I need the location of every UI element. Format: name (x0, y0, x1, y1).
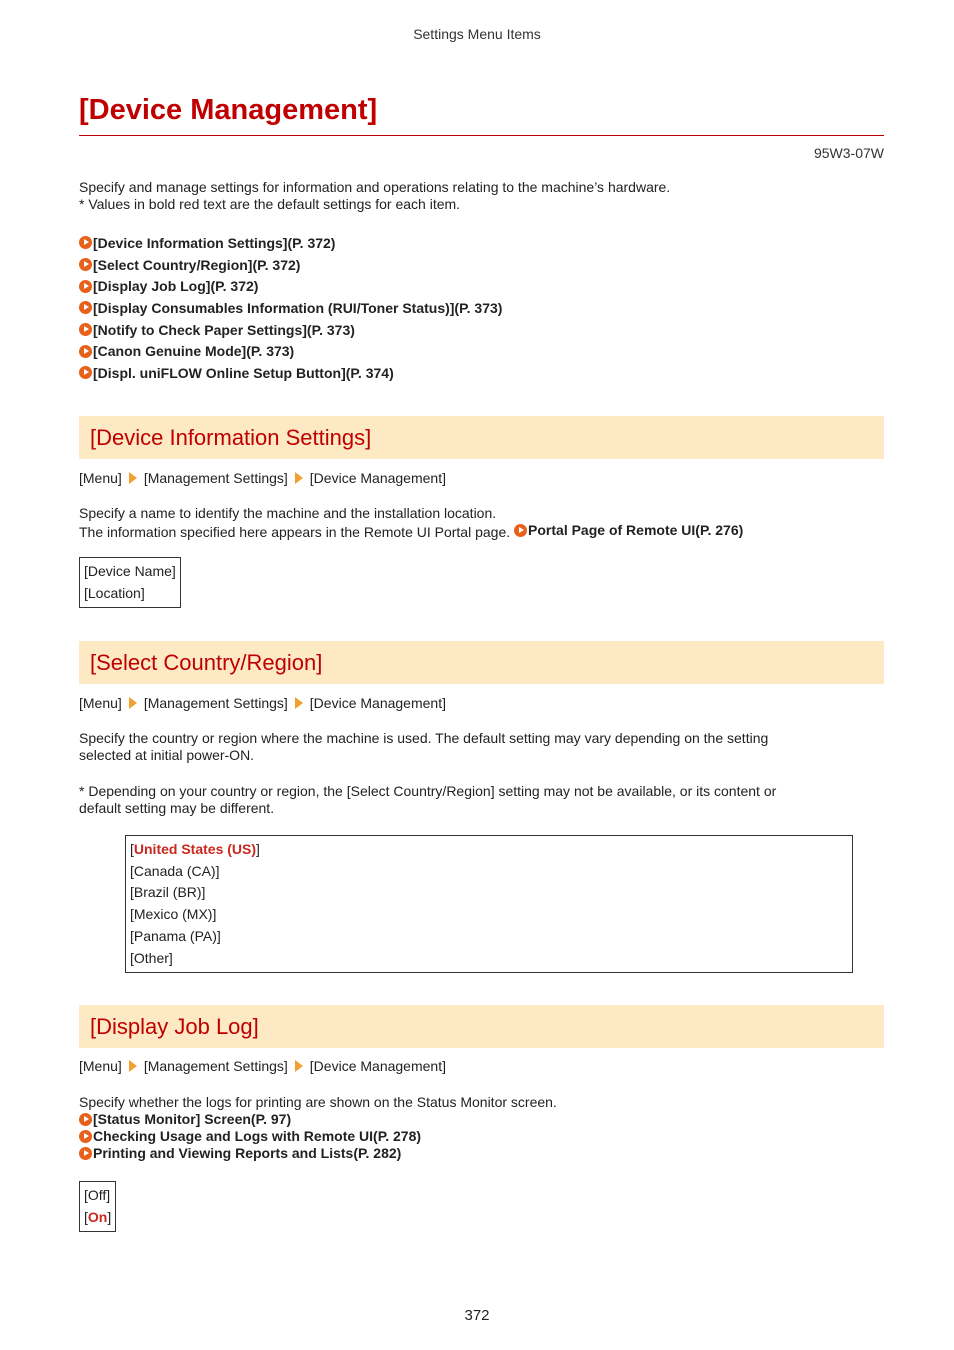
breadcrumb-menu: [Menu] (79, 1058, 122, 1074)
breadcrumb-arrow-icon (295, 1060, 303, 1072)
document-code: 95W3-07W (813, 145, 884, 161)
section-heading: [Device Information Settings] (90, 425, 372, 450)
note-line-2: default setting may be different. (79, 800, 275, 816)
arrow-link-icon (79, 345, 92, 358)
breadcrumb-device-management: [Device Management] (309, 1058, 446, 1074)
arrow-link-icon (79, 301, 92, 314)
arrow-link-icon (79, 323, 92, 336)
breadcrumb-device-management: [Device Management] (309, 470, 446, 486)
note-line-1: * Depending on your country or region, the [Select Country/Region] setting may not be available, or its content or (79, 783, 777, 799)
link-printing-viewing-reports[interactable] (79, 1145, 884, 1162)
link-label: Portal Page of Remote UI(P. 276) (528, 522, 744, 538)
option-device-name: [Device Name] (84, 563, 176, 579)
page-number: 372 (464, 1307, 490, 1324)
link-notify-check-paper-settings[interactable] (79, 319, 884, 341)
breadcrumb (79, 1058, 446, 1074)
country-note (79, 783, 884, 817)
link-select-country-region[interactable] (79, 254, 884, 276)
arrow-link-icon (79, 366, 92, 379)
breadcrumb-management-settings: [Management Settings] (143, 470, 288, 486)
description-line-1: Specify the country or region where the machine is used. The default setting may vary depending on the setting (79, 730, 769, 746)
link-label: [Status Monitor] Screen(P. 97) (93, 1111, 292, 1127)
section-heading: [Display Job Log] (90, 1014, 259, 1039)
option-on: [On] (84, 1208, 112, 1225)
breadcrumb-arrow-icon (295, 472, 303, 484)
breadcrumb (79, 470, 446, 486)
link-label: Checking Usage and Logs with Remote UI(P. 278) (93, 1128, 422, 1144)
breadcrumb-arrow-icon (129, 1060, 137, 1072)
section-display-job-log (79, 1005, 884, 1048)
option-mexico: [Mexico (MX)] (130, 906, 217, 923)
link-label: [Display Job Log](P. 372) (93, 278, 259, 295)
page-title: [Device Management] (79, 94, 378, 126)
breadcrumb-management-settings: [Management Settings] (143, 695, 288, 711)
link-label: [Select Country/Region](P. 372) (93, 256, 301, 273)
link-portal-page-remote-ui[interactable] (514, 522, 743, 539)
intro-line-2: * Values in bold red text are the default settings for each item. (79, 196, 461, 212)
country-description (79, 730, 884, 764)
breadcrumb-arrow-icon (295, 697, 303, 709)
option-other: [Other] (130, 949, 173, 966)
section-heading: [Select Country/Region] (90, 650, 323, 675)
arrow-link-icon (514, 524, 527, 537)
intro (79, 179, 884, 213)
description-line-2 (79, 522, 884, 541)
link-label: [Canon Genuine Mode](P. 373) (93, 343, 295, 360)
breadcrumb-menu: [Menu] (79, 470, 122, 486)
default-value: United States (US) (133, 841, 257, 857)
default-value: On (87, 1208, 108, 1225)
link-checking-usage-logs[interactable] (79, 1128, 884, 1145)
link-display-consumables-information[interactable] (79, 297, 884, 319)
option-location: [Location] (84, 584, 145, 601)
link-displ-uniflow-online-setup-button[interactable] (79, 362, 884, 384)
arrow-link-icon (79, 1113, 92, 1126)
link-label: [Displ. uniFLOW Online Setup Button](P. 374) (93, 364, 394, 381)
link-canon-genuine-mode[interactable] (79, 340, 884, 362)
description-line-1: Specify whether the logs for printing are shown on the Status Monitor screen. (79, 1094, 557, 1110)
device-info-description (79, 505, 884, 541)
link-device-information-settings[interactable] (79, 232, 884, 254)
link-label: [Device Information Settings](P. 372) (93, 234, 336, 251)
description-text: The information specified here appears in the Remote UI Portal page. (79, 524, 511, 540)
country-options-box (125, 835, 853, 973)
breadcrumb-management-settings: [Management Settings] (143, 1058, 288, 1074)
link-label: [Notify to Check Paper Settings](P. 373) (93, 321, 355, 338)
arrow-link-icon (79, 1130, 92, 1143)
option-panama: [Panama (PA)] (130, 927, 221, 944)
running-header: Settings Menu Items (413, 26, 541, 42)
breadcrumb-device-management: [Device Management] (309, 695, 446, 711)
arrow-link-icon (79, 280, 92, 293)
arrow-link-icon (79, 1147, 92, 1160)
job-log-options-box (79, 1181, 116, 1232)
title-rule (79, 135, 884, 136)
section-device-information-settings (79, 416, 884, 459)
job-log-description (79, 1094, 884, 1162)
section-link-list (79, 232, 884, 384)
breadcrumb-menu: [Menu] (79, 695, 122, 711)
breadcrumb (79, 695, 446, 711)
description-line-1: Specify a name to identify the machine and the installation location. (79, 505, 497, 521)
option-brazil: [Brazil (BR)] (130, 884, 206, 901)
description-line-2: selected at initial power-ON. (79, 747, 255, 763)
device-info-options-box (79, 557, 181, 608)
arrow-link-icon (79, 236, 92, 249)
link-label: [Display Consumables Information (RUI/Toner Status)](P. 373) (93, 299, 503, 316)
intro-line-1: Specify and manage settings for information and operations relating to the machine’s hardware. (79, 179, 671, 195)
link-display-job-log[interactable] (79, 275, 884, 297)
breadcrumb-arrow-icon (129, 697, 137, 709)
option-off: [Off] (84, 1187, 111, 1203)
link-label: Printing and Viewing Reports and Lists(P. 282) (93, 1145, 402, 1161)
section-select-country-region (79, 641, 884, 684)
breadcrumb-arrow-icon (129, 472, 137, 484)
option-canada: [Canada (CA)] (130, 862, 220, 879)
link-status-monitor-screen[interactable] (79, 1111, 884, 1128)
arrow-link-icon (79, 258, 92, 271)
option-united-states: [United States (US)] (130, 841, 260, 857)
